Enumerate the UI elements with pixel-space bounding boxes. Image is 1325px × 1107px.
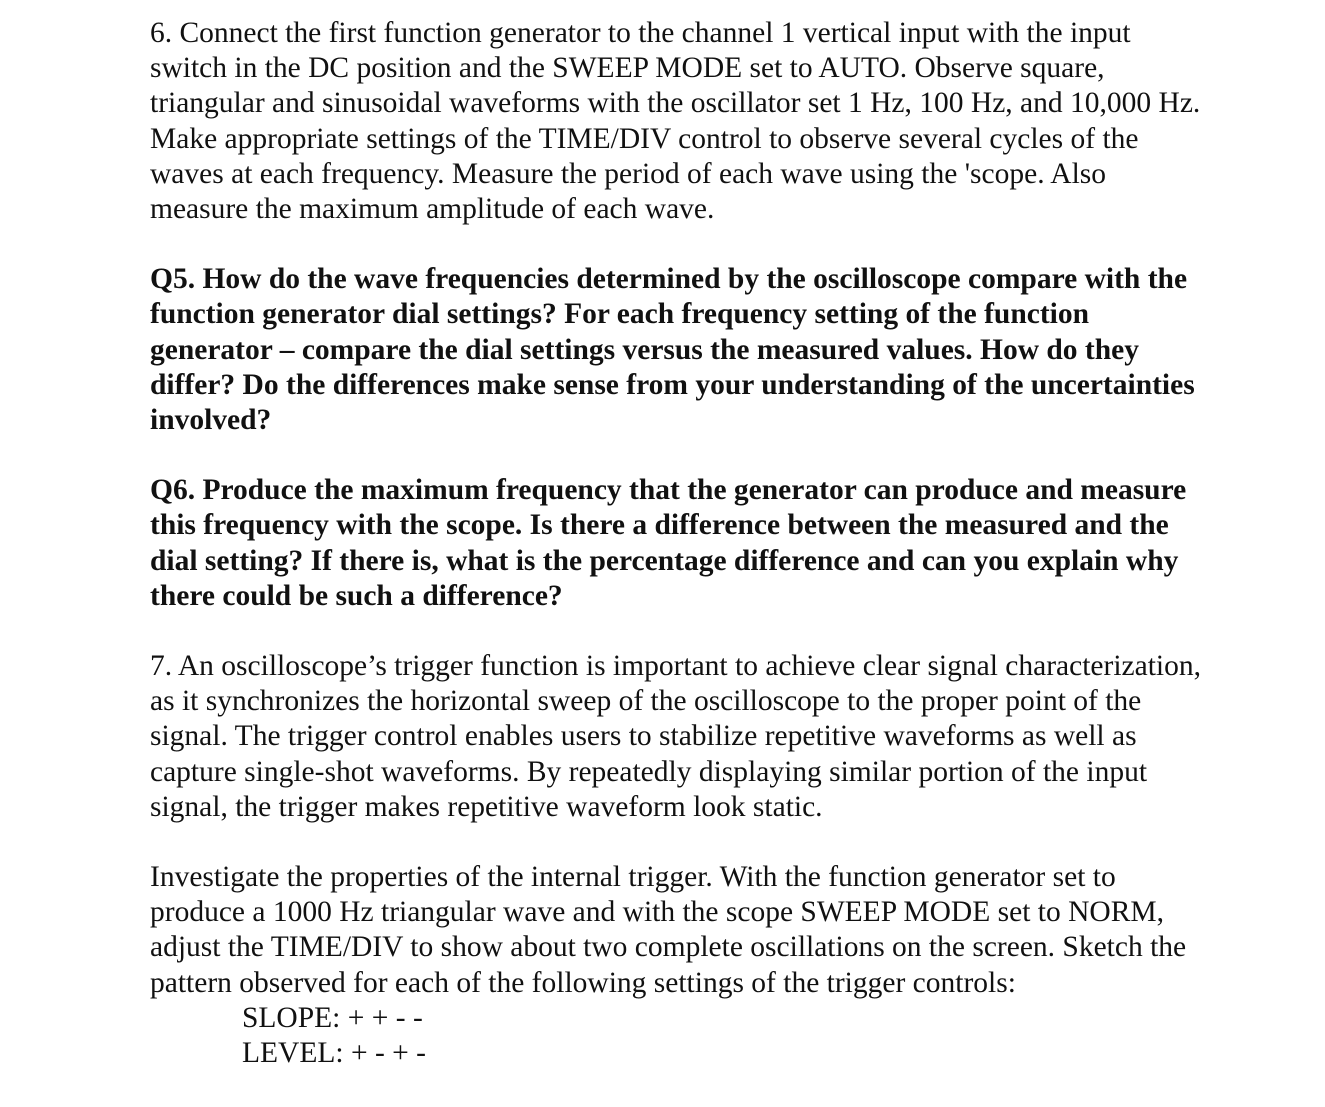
step-7-paragraph bbox=[150, 649, 1260, 825]
investigate-paragraph bbox=[150, 860, 1260, 1071]
trigger-slope-settings: SLOPE: + + - - bbox=[242, 1001, 423, 1034]
text-line: signal. The trigger control enables users to stabilize repetitive waveforms as well as bbox=[150, 720, 1137, 753]
text-line: there could be such a difference? bbox=[150, 579, 563, 612]
text-line: function generator dial settings? For each frequency setting of the function bbox=[150, 298, 1090, 331]
document-page bbox=[150, 16, 1260, 1071]
paragraph-spacer bbox=[150, 825, 1260, 860]
text-line: Q5. How do the wave frequencies determined by the oscilloscope compare with the bbox=[150, 263, 1188, 296]
text-line: triangular and sinusoidal waveforms with the oscillator set 1 Hz, 100 Hz, and 10,000 Hz. bbox=[150, 87, 1201, 120]
paragraph-spacer bbox=[150, 438, 1260, 473]
text-line: pattern observed for each of the following settings of the trigger controls: bbox=[150, 966, 1016, 999]
text-line: Q6. Produce the maximum frequency that the generator can produce and measure bbox=[150, 474, 1187, 507]
text-line: dial setting? If there is, what is the percentage difference and can you explain why bbox=[150, 544, 1179, 577]
text-line: adjust the TIME/DIV to show about two complete oscillations on the screen. Sketch the bbox=[150, 931, 1187, 964]
paragraph-spacer bbox=[150, 614, 1260, 649]
question-q6 bbox=[150, 473, 1260, 614]
text-line: measure the maximum amplitude of each wave. bbox=[150, 193, 715, 226]
step-6-paragraph bbox=[150, 16, 1260, 227]
text-line: Investigate the properties of the internal trigger. With the function generator set to bbox=[150, 861, 1116, 894]
text-line: switch in the DC position and the SWEEP MODE set to AUTO. Observe square, bbox=[150, 52, 1105, 85]
text-line: capture single-shot waveforms. By repeatedly displaying similar portion of the input bbox=[150, 755, 1148, 788]
paragraph-spacer bbox=[150, 227, 1260, 262]
text-line: produce a 1000 Hz triangular wave and with the scope SWEEP MODE set to NORM, bbox=[150, 896, 1164, 929]
text-line: generator – compare the dial settings versus the measured values. How do they bbox=[150, 333, 1139, 366]
text-line: waves at each frequency. Measure the period of each wave using the 'scope. Also bbox=[150, 157, 1107, 190]
text-line: as it synchronizes the horizontal sweep of the oscilloscope to the proper point of the bbox=[150, 685, 1142, 718]
text-line: 6. Connect the first function generator to the channel 1 vertical input with the input bbox=[150, 17, 1131, 49]
text-line: differ? Do the differences make sense from your understanding of the uncertainties bbox=[150, 368, 1195, 401]
text-line: signal, the trigger makes repetitive waveform look static. bbox=[150, 790, 823, 823]
trigger-level-settings: LEVEL: + - + - bbox=[242, 1037, 427, 1070]
text-line: involved? bbox=[150, 404, 272, 437]
text-line: this frequency with the scope. Is there a difference between the measured and the bbox=[150, 509, 1169, 542]
text-line: Make appropriate settings of the TIME/DIV control to observe several cycles of the bbox=[150, 122, 1139, 155]
text-line: 7. An oscilloscope’s trigger function is important to achieve clear signal characterization, bbox=[150, 650, 1201, 683]
question-q5 bbox=[150, 262, 1260, 438]
